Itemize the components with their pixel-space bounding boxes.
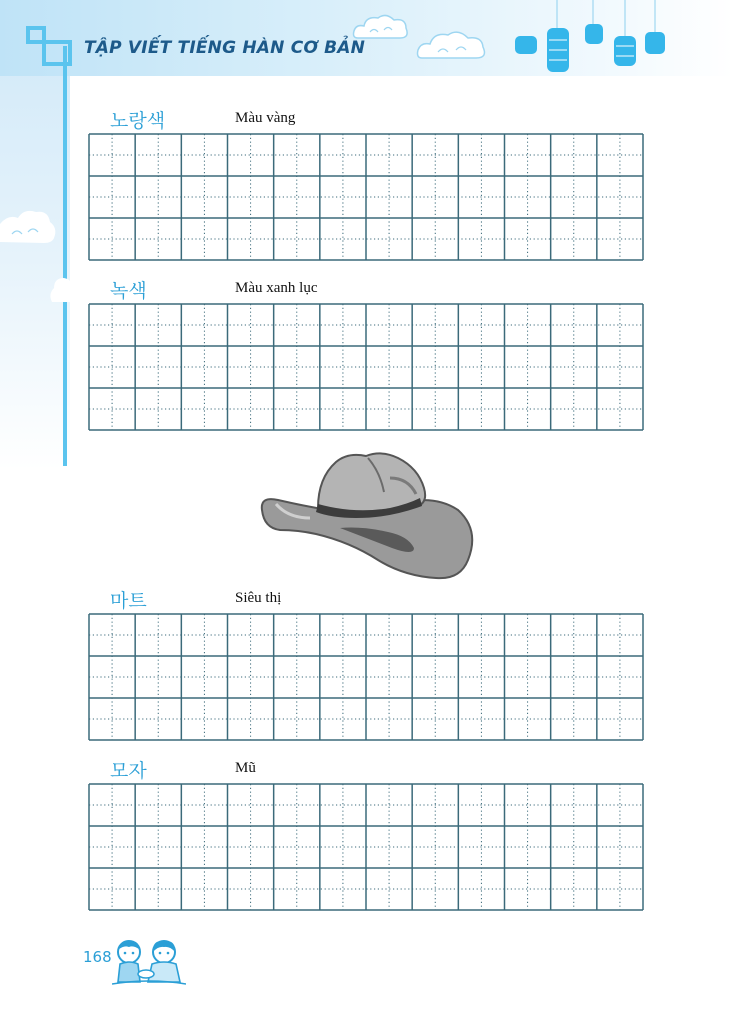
writing-grid (88, 133, 644, 261)
cloud-icon (416, 28, 488, 62)
kids-mascot-icon (112, 938, 186, 986)
cloud-icon (352, 12, 410, 42)
korean-word: 노랑색 (110, 110, 166, 132)
writing-grid (88, 303, 644, 431)
writing-grid (88, 613, 644, 741)
korean-word: 녹색 (110, 280, 147, 302)
cowboy-hat-icon (258, 448, 476, 584)
cloud-icon (48, 272, 74, 306)
vietnamese-meaning: Màu xanh lục (235, 280, 318, 296)
vietnamese-meaning: Mũ (235, 760, 256, 776)
cloud-icon (0, 206, 58, 246)
vietnamese-meaning: Siêu thị (235, 590, 282, 606)
page-title: TẬP VIẾT TIẾNG HÀN CƠ BẢN (84, 38, 366, 58)
left-accent-line (63, 46, 67, 466)
korean-word: 마트 (110, 590, 147, 612)
vietnamese-meaning: Màu vàng (235, 110, 296, 126)
page-number: 168 (83, 948, 112, 966)
lanterns-icon (505, 0, 675, 80)
writing-grid (88, 783, 644, 911)
korean-word: 모자 (110, 760, 147, 782)
